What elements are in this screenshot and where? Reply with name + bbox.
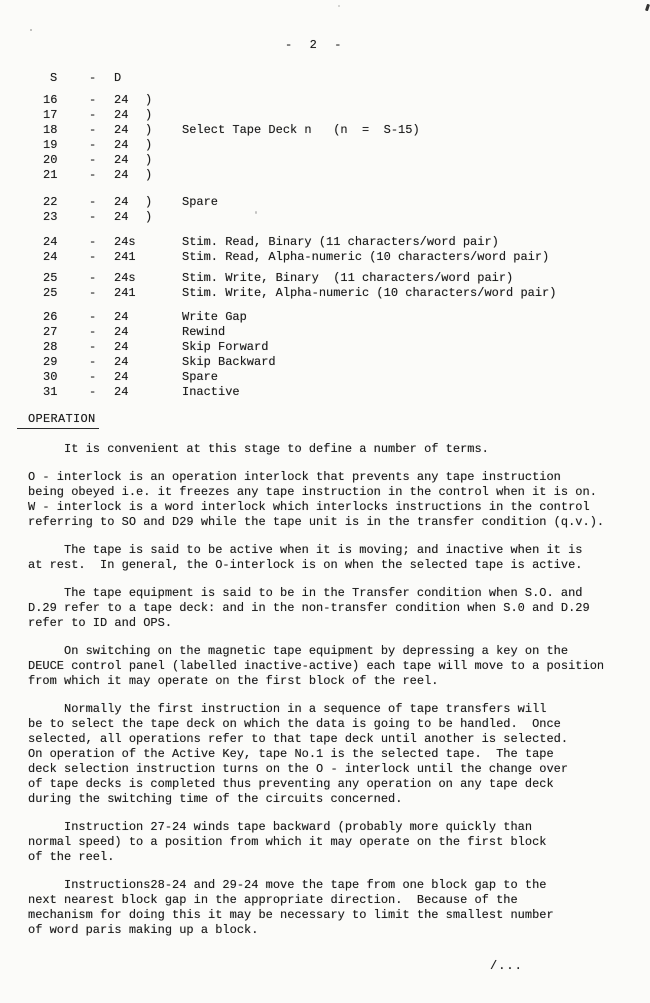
table-header bbox=[43, 71, 650, 86]
table-row bbox=[43, 195, 650, 210]
bracket bbox=[145, 250, 182, 265]
instruction-table bbox=[0, 71, 650, 400]
bracket: ) bbox=[145, 123, 153, 137]
row-label: Stim. Read, Binary (11 characters/word pair) bbox=[182, 235, 499, 249]
dash: - bbox=[89, 325, 97, 339]
table-row bbox=[43, 210, 650, 225]
d-value: 24 bbox=[114, 355, 129, 369]
scan-speck bbox=[255, 211, 257, 214]
table-row bbox=[43, 310, 650, 325]
paragraph-line: selected, all operations refer to that tape deck until another is selected. bbox=[28, 732, 569, 746]
bracket bbox=[145, 325, 182, 340]
d-value: 24 bbox=[114, 210, 129, 224]
paragraph-line: mechanism for doing this it may be necessary to limit the smallest number bbox=[28, 908, 554, 922]
paragraph-line: D.29 refer to a tape deck: and in the non-transfer condition when S.0 and D.29 bbox=[28, 601, 590, 615]
section-heading-operation: OPERATION bbox=[17, 412, 99, 429]
table-body bbox=[43, 93, 650, 400]
table-row bbox=[43, 325, 650, 340]
bracket bbox=[145, 271, 182, 286]
dash: - bbox=[89, 250, 97, 264]
s-value: 20 bbox=[43, 153, 58, 167]
bracket: ) bbox=[145, 153, 153, 167]
dash: - bbox=[89, 195, 97, 209]
paragraph-line: of word paris making up a block. bbox=[28, 923, 259, 937]
paragraph-line: Instruction 27-24 winds tape backward (probably more quickly than bbox=[28, 820, 533, 834]
d-value: 241 bbox=[114, 286, 136, 300]
paragraph-line: O - interlock is an operation interlock that prevents any tape instruction bbox=[28, 470, 561, 484]
scan-speck bbox=[338, 5, 340, 7]
row-label: Stim. Write, Alpha-numeric (10 characters/word pair) bbox=[182, 286, 557, 300]
dash: - bbox=[89, 235, 97, 249]
paragraph bbox=[28, 543, 650, 573]
table-group bbox=[43, 235, 650, 265]
s-value: 27 bbox=[43, 325, 58, 339]
row-label: Stim. Read, Alpha-numeric (10 characters/word pair) bbox=[182, 250, 550, 264]
d-value: 24 bbox=[114, 325, 129, 339]
paragraph-line: refer to ID and OPS. bbox=[28, 616, 173, 630]
continuation-mark: /... bbox=[490, 959, 523, 973]
scan-speck bbox=[30, 29, 32, 31]
paragraph bbox=[28, 878, 650, 938]
s-value: 28 bbox=[43, 340, 58, 354]
body-text bbox=[0, 442, 650, 938]
s-value: 24 bbox=[43, 250, 58, 264]
dash: - bbox=[89, 310, 97, 324]
table-row bbox=[43, 250, 650, 265]
d-value: 24 bbox=[114, 168, 129, 182]
bracket bbox=[145, 370, 182, 385]
dash: - bbox=[89, 340, 97, 354]
dash: - bbox=[89, 138, 97, 152]
table-row bbox=[43, 108, 650, 123]
row-label: Write Gap bbox=[182, 310, 247, 324]
s-value: 24 bbox=[43, 235, 58, 249]
bracket: ) bbox=[145, 210, 153, 224]
table-row bbox=[43, 385, 650, 400]
paragraph-line: DEUCE control panel (labelled inactive-active) each tape will move to a position bbox=[28, 659, 605, 673]
paragraph bbox=[28, 644, 650, 689]
dash: - bbox=[89, 123, 97, 137]
paragraph bbox=[28, 702, 650, 807]
s-value: 26 bbox=[43, 310, 58, 324]
table-row bbox=[43, 370, 650, 385]
paragraph-line: from which it may operate on the first block of the reel. bbox=[28, 674, 439, 688]
d-value: 24 bbox=[114, 123, 129, 137]
row-label bbox=[182, 93, 650, 108]
s-value: 30 bbox=[43, 370, 58, 384]
bracket bbox=[145, 310, 182, 325]
d-value: 24 bbox=[114, 370, 129, 384]
table-row bbox=[43, 340, 650, 355]
paragraph-line: The tape is said to be active when it is moving; and inactive when it is bbox=[28, 543, 583, 557]
table-row bbox=[43, 123, 650, 138]
s-value: 22 bbox=[43, 195, 58, 209]
paragraph-line: Normally the first instruction in a sequence of tape transfers will bbox=[28, 702, 547, 716]
paragraph-line: at rest. In general, the O-interlock is on when the selected tape is active. bbox=[28, 558, 583, 572]
table-header-s: S bbox=[50, 71, 58, 85]
table-row bbox=[43, 153, 650, 168]
dash: - bbox=[89, 385, 97, 399]
paragraph bbox=[28, 442, 650, 457]
dash: - bbox=[89, 93, 97, 107]
paragraph-line: of tape decks is completed thus preventing any operation on any tape deck bbox=[28, 777, 554, 791]
d-value: 24 bbox=[114, 340, 129, 354]
s-value: 25 bbox=[43, 286, 58, 300]
bracket: ) bbox=[145, 138, 153, 152]
s-value: 29 bbox=[43, 355, 58, 369]
row-label bbox=[182, 108, 650, 123]
d-value: 24 bbox=[114, 195, 129, 209]
row-label: Spare bbox=[182, 195, 219, 209]
table-row bbox=[43, 168, 650, 183]
paragraph bbox=[28, 820, 650, 865]
row-label bbox=[182, 210, 650, 225]
paragraph-line: It is convenient at this stage to define a number of terms. bbox=[28, 442, 489, 456]
paragraph-line: being obeyed i.e. it freezes any tape instruction in the control when it is on. bbox=[28, 485, 597, 499]
s-value: 23 bbox=[43, 210, 58, 224]
paragraph-line: normal speed) to a position from which it may operate on the first block bbox=[28, 835, 547, 849]
dash: - bbox=[89, 355, 97, 369]
table-header-dash: - bbox=[89, 71, 97, 85]
s-value: 25 bbox=[43, 271, 58, 285]
row-label bbox=[182, 138, 650, 153]
table-row bbox=[43, 138, 650, 153]
row-label: Spare bbox=[182, 370, 219, 384]
bracket: ) bbox=[145, 195, 153, 209]
page-number: - 2 - bbox=[285, 38, 343, 52]
row-label bbox=[182, 153, 650, 168]
s-value: 21 bbox=[43, 168, 58, 182]
dash: - bbox=[89, 168, 97, 182]
bracket: ) bbox=[145, 93, 153, 107]
d-value: 24s bbox=[114, 271, 136, 285]
d-value: 24s bbox=[114, 235, 136, 249]
paragraph-line: On switching on the magnetic tape equipment by depressing a key on the bbox=[28, 644, 569, 658]
d-value: 24 bbox=[114, 385, 129, 399]
d-value: 24 bbox=[114, 310, 129, 324]
table-row bbox=[43, 235, 650, 250]
row-label: Skip Forward bbox=[182, 340, 269, 354]
paragraph-line: On operation of the Active Key, tape No.1 is the selected tape. The tape bbox=[28, 747, 554, 761]
dash: - bbox=[89, 108, 97, 122]
bracket bbox=[145, 385, 182, 400]
table-group bbox=[43, 310, 650, 400]
dash: - bbox=[89, 286, 97, 300]
bracket: ) bbox=[145, 108, 153, 122]
paragraph-line: Instructions28-24 and 29-24 move the tape from one block gap to the bbox=[28, 878, 547, 892]
paragraph bbox=[28, 586, 650, 631]
table-row bbox=[43, 271, 650, 286]
dash: - bbox=[89, 210, 97, 224]
s-value: 31 bbox=[43, 385, 58, 399]
bracket bbox=[145, 286, 182, 301]
d-value: 24 bbox=[114, 138, 129, 152]
paragraph-line: next nearest block gap in the appropriate direction. Because of the bbox=[28, 893, 518, 907]
paragraph bbox=[28, 470, 650, 530]
paragraph-line: The tape equipment is said to be in the Transfer condition when S.O. and bbox=[28, 586, 583, 600]
s-value: 18 bbox=[43, 123, 58, 137]
table-group bbox=[43, 93, 650, 183]
d-value: 24 bbox=[114, 153, 129, 167]
bracket bbox=[145, 235, 182, 250]
table-group bbox=[43, 271, 650, 301]
table-row bbox=[43, 355, 650, 370]
table-header-d: D bbox=[114, 71, 122, 85]
row-label: Skip Backward bbox=[182, 355, 276, 369]
row-label: Select Tape Deck n (n = S-15) bbox=[182, 123, 420, 137]
bracket: ) bbox=[145, 168, 153, 182]
d-value: 24 bbox=[114, 93, 129, 107]
table-row bbox=[43, 286, 650, 301]
d-value: 241 bbox=[114, 250, 136, 264]
row-label: Inactive bbox=[182, 385, 240, 399]
dash: - bbox=[89, 271, 97, 285]
paragraph-line: deck selection instruction turns on the O - interlock until the change over bbox=[28, 762, 569, 776]
s-value: 16 bbox=[43, 93, 58, 107]
table-group bbox=[43, 195, 650, 225]
table-row bbox=[43, 93, 650, 108]
paragraph-line: of the reel. bbox=[28, 850, 115, 864]
row-label: Stim. Write, Binary (11 characters/word pair) bbox=[182, 271, 514, 285]
paragraph-line: be to select the tape deck on which the data is going to be handled. Once bbox=[28, 717, 561, 731]
row-label bbox=[182, 168, 650, 183]
s-value: 19 bbox=[43, 138, 58, 152]
dash: - bbox=[89, 153, 97, 167]
paragraph-line: referring to SO and D29 while the tape unit is in the transfer condition (q.v.). bbox=[28, 515, 605, 529]
paragraph-line: during the switching time of the circuits concerned. bbox=[28, 792, 403, 806]
s-value: 17 bbox=[43, 108, 58, 122]
bracket bbox=[145, 355, 182, 370]
bracket bbox=[145, 340, 182, 355]
scan-speck bbox=[645, 4, 650, 12]
d-value: 24 bbox=[114, 108, 129, 122]
row-label: Rewind bbox=[182, 325, 226, 339]
dash: - bbox=[89, 370, 97, 384]
paragraph-line: W - interlock is a word interlock which interlocks instructions in the control bbox=[28, 500, 590, 514]
